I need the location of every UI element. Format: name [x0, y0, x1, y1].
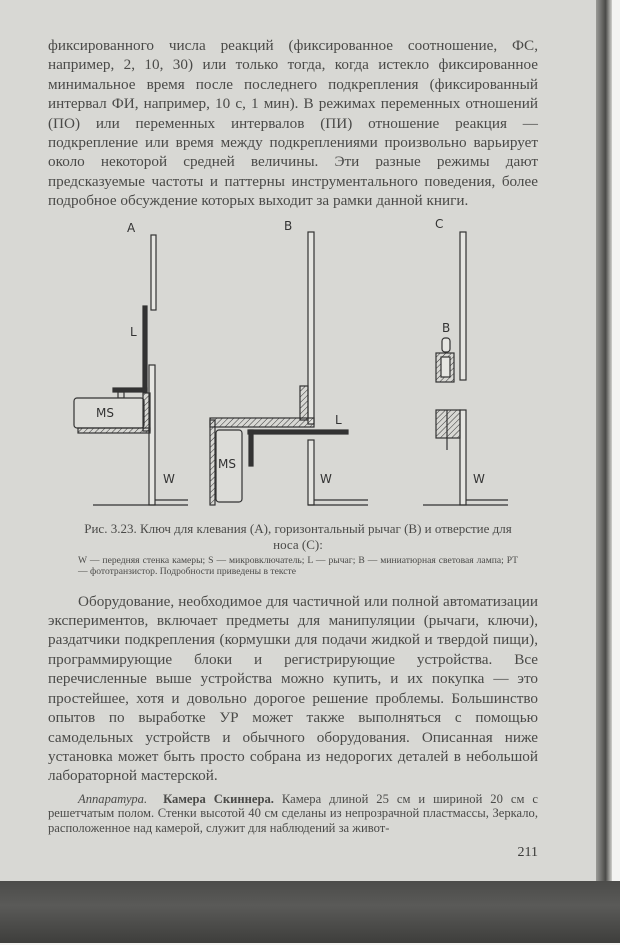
scan-bottom-band: [0, 881, 620, 943]
paragraph-3-text: Камера длиной 25 см и шириной 20 см с решетчатым полом. Стенки высотой 40 см сделаны из непрозрачной пластмассы, Зеркало, расположенное над камерой, служит для наблюдений за живот-: [48, 791, 538, 835]
figure-legend: W — передняя стенка камеры; S — микровключатель; L — рычаг; B — миниатюрная световая лампа; PT — фототранзистор. Подробности приведены в тексте: [78, 554, 518, 578]
panel-label-c: C: [435, 216, 444, 231]
paragraph-3: [48, 792, 538, 836]
panel-label-b: B: [284, 218, 293, 233]
label-bulb-c: B: [442, 320, 451, 335]
text-column: [48, 36, 538, 861]
label-lever-a: L: [130, 324, 137, 339]
paragraph-1: фиксированного числа реакций (фиксированное соотношение, ФС, например, 2, 10, 30) или только тогда, когда истекло фиксированное минимальное время после последнего подкрепления (фиксированный интервал ФИ, например, 10 с, 1 мин). В режимах переменных отношений (ПО) или переменных интервалов (ПИ) отношение реакция — подкрепление или время между подкреплениями произвольно варьирует около некоторой средней величины. Эти разные режимы дают предсказуемые частоты и паттерны инструментального поведения, более подробное обсуждение которых выходит за рамки данной книги.: [48, 37, 538, 210]
paragraph-3-lead-italic: Аппаратура.: [78, 791, 148, 806]
label-lever-b: L: [335, 412, 342, 427]
label-wall-b: W: [320, 471, 332, 486]
label-wall-c: W: [473, 471, 485, 486]
label-ms-b: MS: [218, 456, 236, 471]
panel-a: [74, 235, 188, 505]
paragraph-3-lead-bold: Камера Скиннера.: [163, 791, 274, 806]
page-edge-shadow: [596, 0, 612, 881]
panel-c: [423, 232, 508, 505]
figure-caption: Рис. 3.23. Ключ для клевания (A), горизонтальный рычаг (B) и отверстие для носа (C):: [84, 520, 512, 552]
paragraph-2: Оборудование, необходимое для частичной или полной автоматизации экспериментов, включает предметы для манипуляции (рычаги, ключи), раздатчики подкрепления (кормушки для подачи жидкой и твердой пищи), программирующие блоки и регистрирующие устройства. Все перечисленные выше устройства можно купить, и их покупка — это простейшее, хотя и довольно дорогое решение проблемы. Большинство опытов по выработке УР может также выполняться с помощью самодельных устройств и обычного оборудования. Описанная ниже установка может быть просто собрана из недорогих деталей в небольшой лабораторной мастерской.: [48, 592, 538, 785]
label-wall-a: W: [163, 471, 175, 486]
figure-3-23: [48, 215, 538, 515]
panel-label-a: A: [127, 220, 136, 235]
page-number: 211: [517, 845, 538, 861]
label-ms-a: MS: [96, 405, 114, 420]
